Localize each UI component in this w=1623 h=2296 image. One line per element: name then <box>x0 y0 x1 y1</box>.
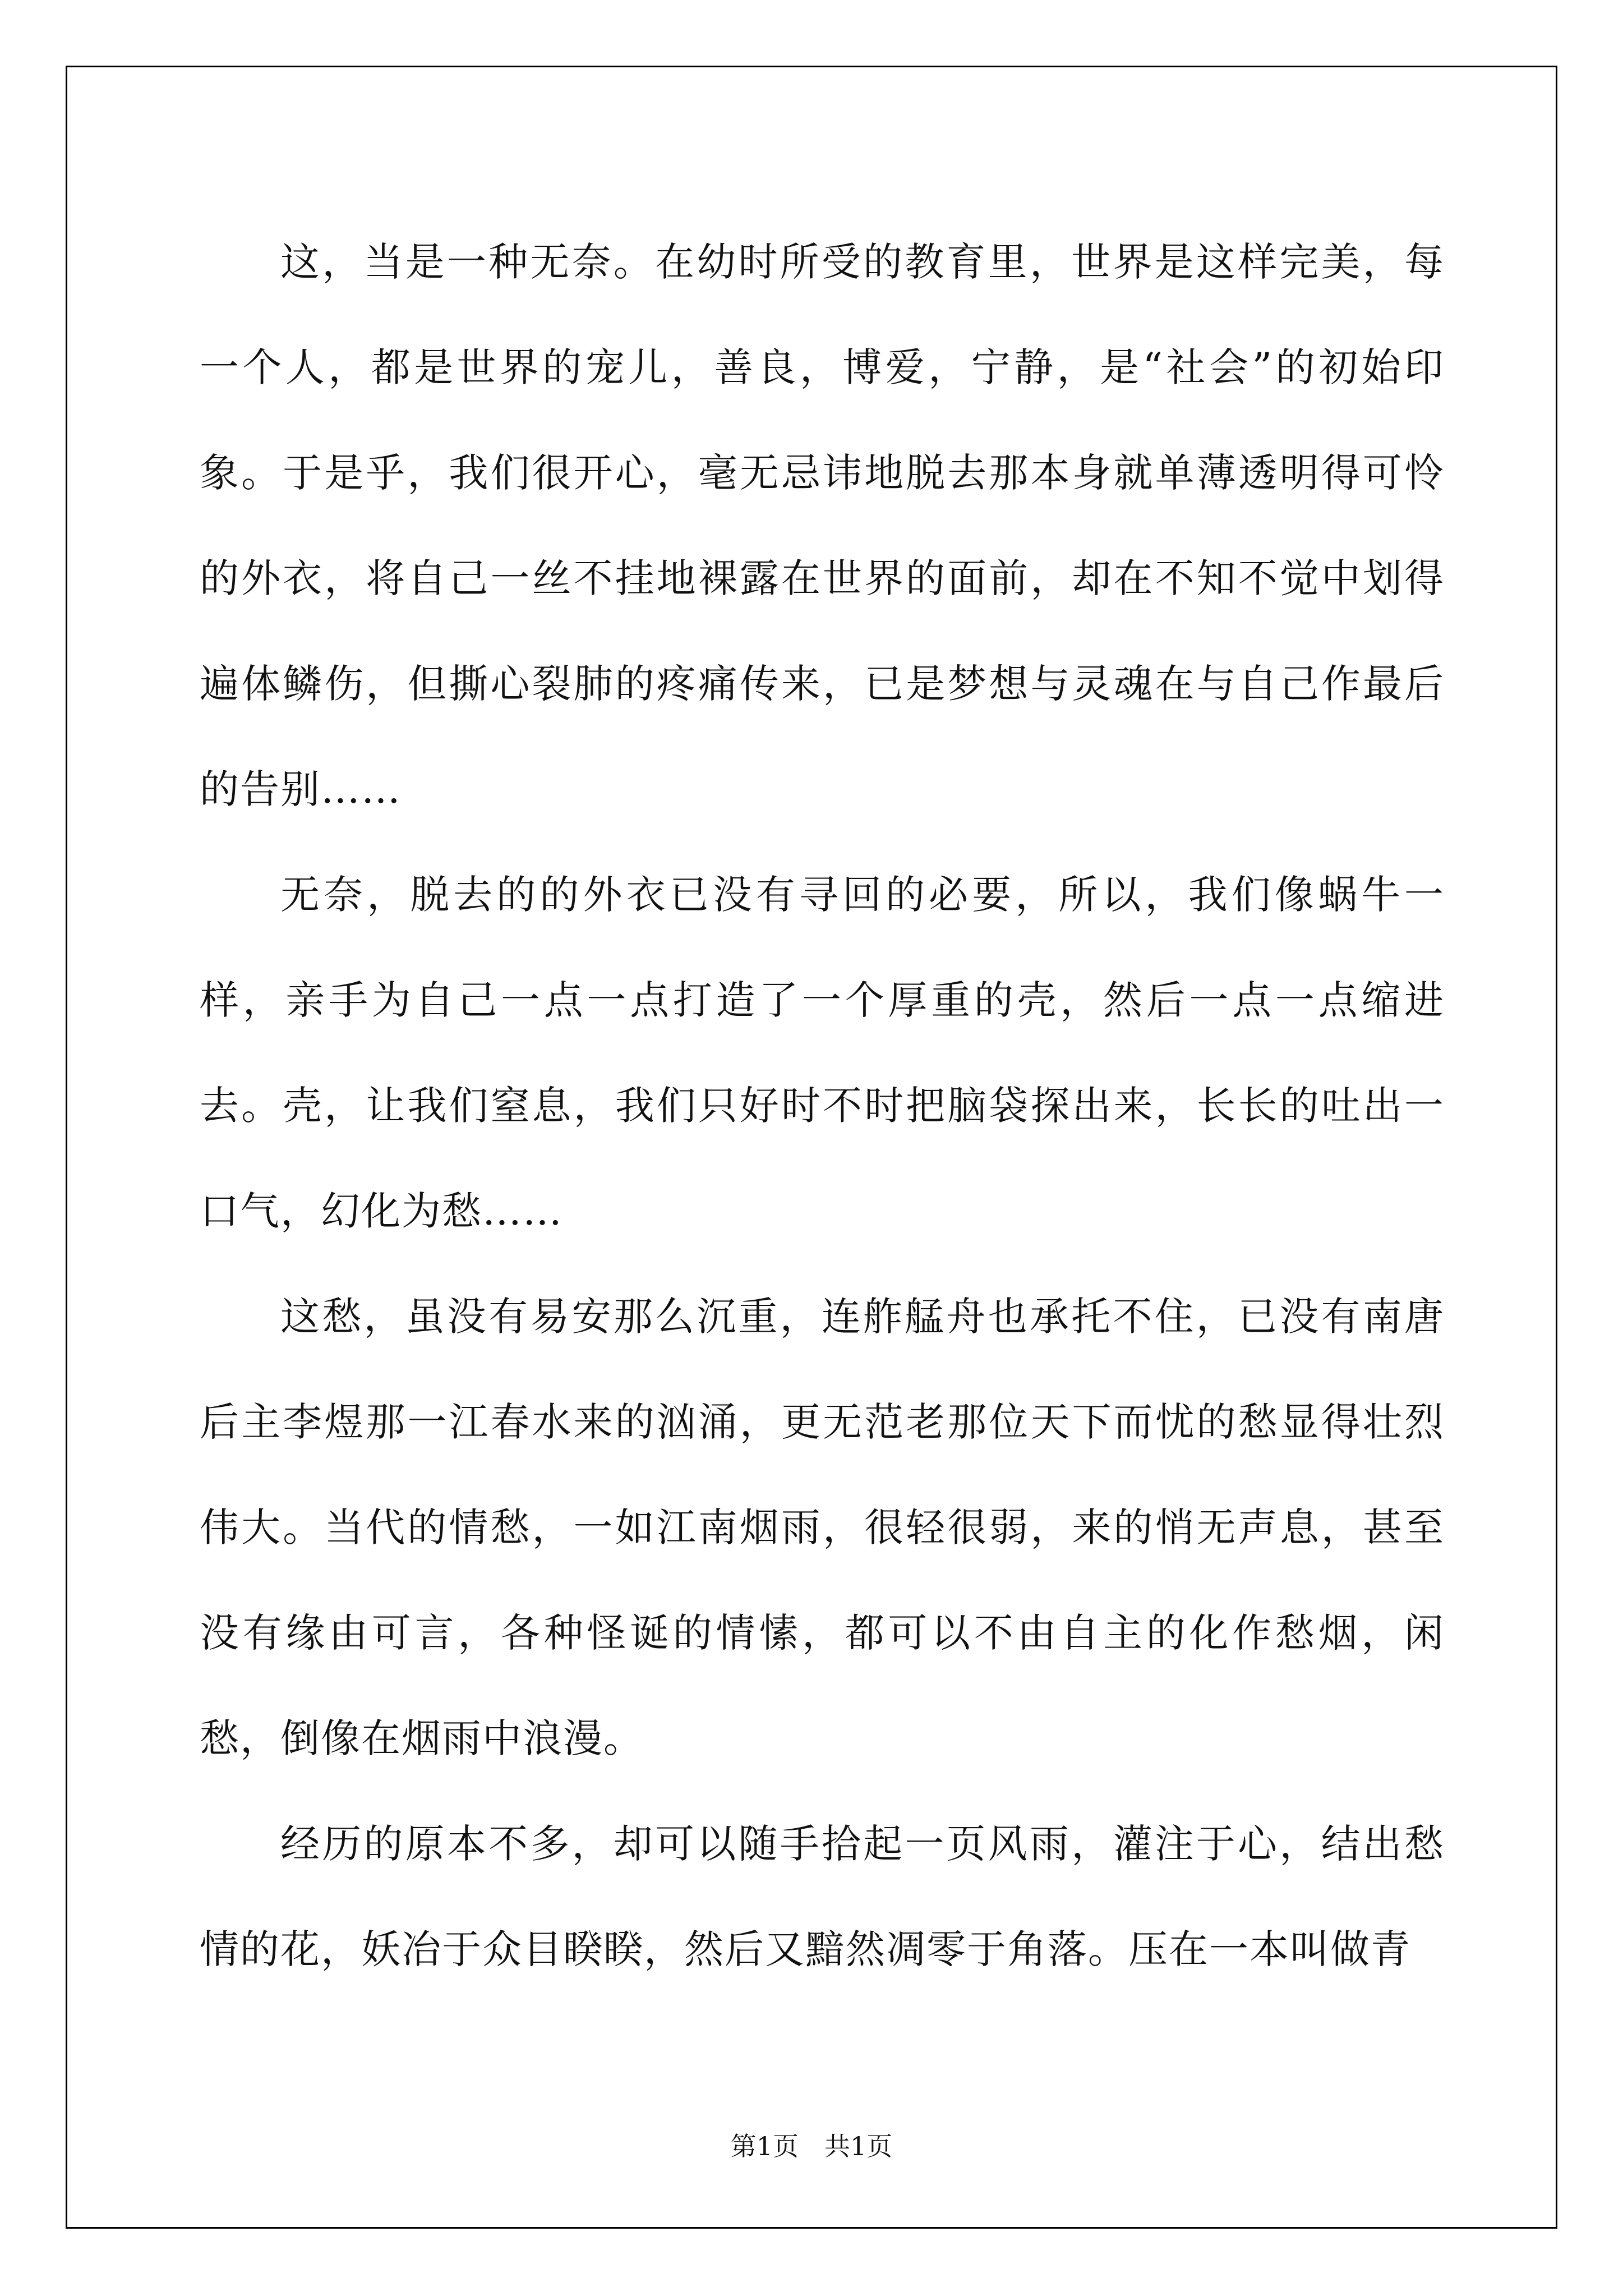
paragraph-2: 无奈，脱去的的外衣已没有寻回的必要，所以，我们像蜗牛一样，亲手为自己一点一点打造了一个厚重的壳，然后一点一点缩进去。壳，让我们窒息，我们只好时不时把脑袋探出来，长长的吐出一口气，幻化为愁…… <box>200 872 1445 1234</box>
paragraph-3: 这愁，虽没有易安那么沉重，连舴艋舟也承托不住，已没有南唐后主李煜那一江春水来的汹涌，更无范老那位天下而忧的愁显得壮烈伟大。当代的情愁，一如江南烟雨，很轻很弱，来的悄无声息，甚至没有缘由可言，各种怪诞的情愫，都可以不由自主的化作愁烟，闲愁，倒像在烟雨中浪漫。 <box>200 1294 1445 1761</box>
paragraph-4: 经历的原本不多，却可以随手拾起一页风雨，灌注于心，结出愁情的花，妖冶于众目睽睽，然后又黯然凋零于角落。压在一本叫做青 <box>200 1821 1445 1972</box>
document-body <box>200 209 1445 2002</box>
page-number-footer: 第1页 共1页 <box>730 2131 893 2161</box>
paragraph-1: 这，当是一种无奈。在幼时所受的教育里，世界是这样完美，每一个人，都是世界的宠儿，善良，博爱，宁静，是“社会”的初始印象。于是乎，我们很开心，毫无忌讳地脱去那本身就单薄透明得可怜的外衣，将自己一丝不挂地裸露在世界的面前，却在不知不觉中划得遍体鳞伤，但撕心裂肺的疼痛传来，已是梦想与灵魂在与自己作最后的告别…… <box>200 239 1445 812</box>
